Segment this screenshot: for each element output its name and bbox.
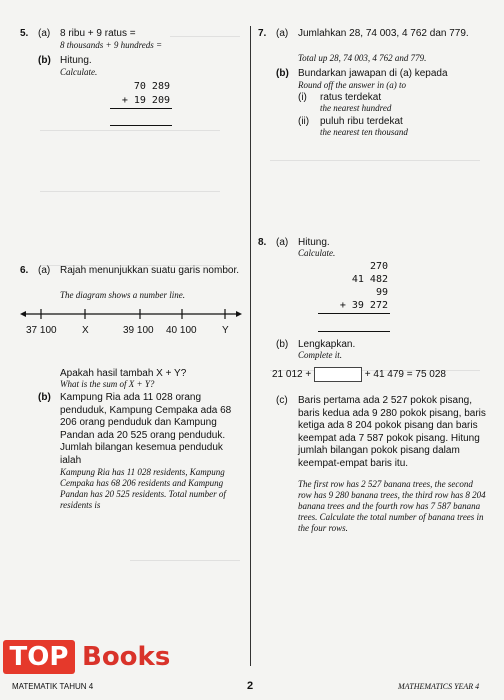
question-number: 5. — [20, 28, 29, 39]
equation — [272, 367, 446, 382]
question-translation: Kampung Ria has 11 028 residents, Kampung Cempaka has 68 206 residents and Kampung Pandan has 20 525 residents. Total number of residents is — [60, 467, 226, 510]
question-text: puluh ribu terdekat — [320, 116, 403, 127]
question-text: Lengkapkan. — [298, 339, 356, 350]
question-translation: What is the sum of X + Y? — [60, 379, 155, 389]
question-text: Hitung. — [298, 237, 330, 248]
show-through-text — [40, 205, 230, 266]
question-translation: Complete it. — [298, 350, 342, 360]
footer-left: MATEMATIK TAHUN 4 — [12, 682, 94, 691]
part-label: (a) — [38, 28, 51, 39]
question-text: ratus terdekat — [320, 92, 382, 103]
question-text: Bundarkan jawapan di (a) kepada — [298, 68, 448, 79]
question-text: Rajah menunjukkan suatu garis nombor. — [60, 265, 239, 276]
topbooks-logo-text: Books — [82, 642, 171, 672]
question-translation: Calculate. — [298, 248, 336, 258]
sum-rule — [110, 125, 172, 126]
part-label: (b) — [276, 68, 289, 79]
part-label: (a) — [276, 28, 289, 39]
question-text: Jumlahkan 28, 74 003, 4 762 dan 779. — [298, 28, 469, 39]
question-translation: The diagram shows a number line. — [60, 290, 186, 300]
subpart-label: (i) — [298, 92, 307, 103]
question-text: Hitung. — [60, 55, 92, 66]
equation-left: 21 012 + — [272, 369, 312, 381]
question-translation: Total up 28, 74 003, 4 762 and 779. — [298, 53, 427, 63]
subpart-label: (ii) — [298, 116, 310, 127]
question-text: Kampung Ria ada 11 028 orang penduduk, Kampung Cempaka ada 68 206 orang penduduk dan Kampung Pandan ada 20 525 orang penduduk. Jumlah bilangan kesemua penduduk ialah — [60, 392, 232, 466]
sum-addend: 70 289 — [133, 81, 170, 92]
sum-rule — [318, 331, 390, 332]
question-text: 8 ribu + 9 ratus = — [60, 28, 136, 39]
question-translation: 8 thousands + 9 hundreds = — [60, 40, 163, 50]
part-label: (c) — [276, 395, 288, 406]
tick-label: X — [82, 325, 89, 336]
show-through-text — [40, 130, 220, 192]
tick-label: 37 100 — [26, 325, 57, 336]
part-label: (b) — [38, 55, 51, 66]
number-line — [20, 305, 242, 341]
part-label: (a) — [276, 237, 289, 248]
column-divider — [250, 26, 251, 666]
question-translation: Calculate. — [60, 67, 98, 77]
sum-addend: + 19 209 — [121, 95, 170, 106]
part-label: (b) — [38, 392, 51, 403]
question-number: 6. — [20, 265, 29, 276]
question-number: 7. — [258, 28, 267, 39]
question-translation: The first row has 2 527 banana trees, the second row has 9 280 banana trees, the third row has 8 204 banana trees and the fourth row has 7 587 banana trees. Calculate the total number of banana trees in the four rows. — [298, 479, 486, 533]
sum-rule — [110, 108, 172, 109]
sum-addend: 41 482 — [351, 274, 388, 285]
question-translation: the nearest ten thousand — [320, 127, 408, 137]
sum-addend: + 39 272 — [339, 300, 388, 311]
topbooks-logo: TOP — [3, 640, 75, 674]
footer-right: MATHEMATICS YEAR 4 — [398, 682, 480, 691]
part-label: (a) — [38, 265, 51, 276]
question-translation: the nearest hundred — [320, 103, 392, 113]
sum-rule — [318, 313, 390, 314]
answer-box[interactable] — [314, 367, 362, 382]
question-translation: Round off the answer in (a) to — [298, 80, 406, 90]
page-number: 2 — [247, 680, 254, 692]
sum-addend: 270 — [369, 261, 388, 272]
sum-addend: 99 — [375, 287, 388, 298]
part-label: (b) — [276, 339, 289, 350]
tick-label: 40 100 — [166, 325, 197, 336]
question-text: Apakah hasil tambah X + Y? — [60, 368, 187, 379]
question-number: 8. — [258, 237, 267, 248]
question-text: Baris pertama ada 2 527 pokok pisang, baris kedua ada 9 280 pokok pisang, baris ketiga ada 8 204 pokok pisang dan baris keempat ada 7 587 pokok pisang. Hitung jumlah bilangan pokok pisang dalam keempat-empat baris itu. — [298, 395, 486, 469]
tick-label: 39 100 — [123, 325, 154, 336]
show-through-text — [170, 36, 240, 67]
equation-right: + 41 479 = 75 028 — [364, 369, 446, 381]
tick-label: Y — [222, 325, 229, 336]
